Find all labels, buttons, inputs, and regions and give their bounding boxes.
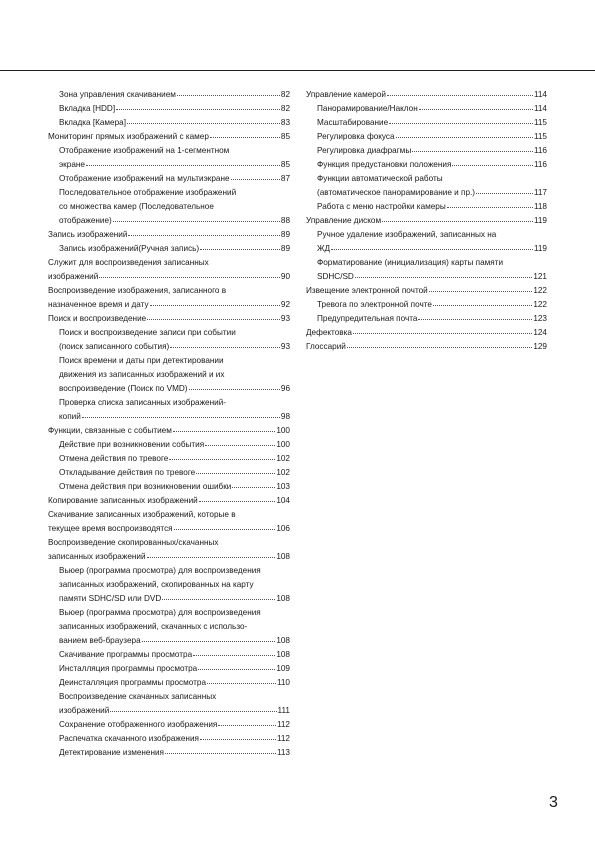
toc-entry[interactable] [48,494,290,508]
toc-page-number: 109 [276,664,290,673]
toc-page-number: 102 [276,454,290,463]
toc-entry-title-line: памяти SDHC/SD или DVD [59,594,162,603]
toc-entry[interactable] [306,102,547,116]
toc-dot-leader [387,95,533,96]
toc-entry[interactable] [48,102,290,116]
toc-page-number: 93 [280,342,290,351]
toc-entry-title-line: Служит для воспроизведения записанных [48,258,209,267]
toc-entry-title-line: ванием веб-браузера [59,636,141,645]
toc-dot-leader [331,249,533,250]
toc-entry-title-line: Деинсталляция программы просмотра [59,678,207,687]
toc-dot-leader [207,683,276,684]
toc-dot-leader [232,487,275,488]
toc-entry[interactable] [48,662,290,676]
toc-entry[interactable] [48,676,290,690]
toc-entry[interactable] [48,186,290,228]
toc-entry-title-line: назначенное время и дату [48,300,149,309]
toc-dot-leader [355,277,532,278]
toc-entry-title-line: ЖД [317,244,331,253]
toc-page-number: 96 [280,384,290,393]
toc-page-number: 129 [533,342,547,351]
toc-dot-leader [193,655,275,656]
toc-page-number: 121 [533,272,547,281]
toc-column-right [306,88,547,354]
toc-entry-title-line: Ручное удаление изображений, записанных на [317,230,497,239]
toc-entry[interactable] [48,480,290,494]
toc-entry[interactable] [48,508,290,536]
toc-page-number: 100 [276,440,290,449]
toc-entry[interactable] [48,396,290,424]
toc-entry[interactable] [306,340,547,354]
toc-dot-leader [447,207,533,208]
toc-dot-leader [82,417,280,418]
toc-page-number: 108 [276,594,290,603]
toc-entry-title-line: Форматирование (инициализация) карты памяти [317,258,504,267]
toc-entry[interactable] [306,214,547,228]
toc-dot-leader [127,123,280,124]
toc-page-number: 115 [533,132,547,141]
toc-dot-leader [200,739,276,740]
toc-page-number: 89 [280,244,290,253]
toc-entry-title-line: Отображение изображений на мультиэкране [59,174,230,183]
toc-page-number: 122 [533,286,547,295]
toc-dot-leader [165,753,276,754]
toc-entry-title-line: Поиск и воспроизведение записи при событии [59,328,236,337]
toc-page-number: 106 [276,524,290,533]
toc-entry-title-line: отображение) [59,216,112,225]
toc-dot-leader [200,249,280,250]
toc-entry-title-line: Вкладка [HDD] [59,104,116,113]
toc-dot-leader [199,501,276,502]
toc-dot-leader [173,431,275,432]
toc-page-number: 115 [533,118,547,127]
toc-page-number: 108 [276,636,290,645]
toc-page-number: 85 [280,160,290,169]
toc-entry-title-line: Сохранение отображенного изображения [59,720,218,729]
toc-page-number: 102 [276,468,290,477]
toc-page-number: 103 [276,482,290,491]
toc-entry[interactable] [48,718,290,732]
header-rule [0,70,595,71]
toc-dot-leader [433,305,532,306]
toc-entry-title-line: Регулировка диафрагмы [317,146,412,155]
toc-entry[interactable] [48,564,290,606]
toc-entry[interactable] [48,144,290,172]
toc-page-number: 114 [533,104,547,113]
toc-entry[interactable] [48,732,290,746]
toc-page-number: 110 [276,678,290,687]
toc-dot-leader [116,109,280,110]
toc-entry-title-line: Поиск и воспроизведение [48,314,147,323]
toc-dot-leader [113,221,280,222]
toc-page-number: 123 [533,314,547,323]
toc-page-number: 113 [276,748,290,757]
toc-entry-title-line: Вкладка [Камера] [59,118,126,127]
toc-entry-title-line: Глоссарий [306,342,346,351]
toc-page-number: 87 [280,174,290,183]
toc-dot-leader [231,179,280,180]
toc-entry-title-line: копий [59,412,81,421]
toc-page-number: 112 [276,720,290,729]
toc-entry-title-line: изображений [59,706,110,715]
toc-entry-title-line: движения из записанных изображений и их [59,370,225,379]
toc-dot-leader [147,319,280,320]
toc-entry[interactable] [48,228,290,242]
toc-dot-leader [382,221,533,222]
toc-entry[interactable] [48,242,290,256]
toc-page-number: 93 [280,314,290,323]
toc-entry-title-line: Управление диском [306,216,382,225]
toc-page-number: 83 [280,118,290,127]
toc-entry-title-line: SDHC/SD [317,272,354,281]
toc-entry[interactable] [48,284,290,312]
toc-entry-title-line: Скачивание программы просмотра [59,650,193,659]
toc-entry-title-line: Вьюер (программа просмотра) для воспроизведения [59,566,261,575]
toc-entry[interactable] [306,144,547,158]
toc-dot-leader [169,459,275,460]
toc-dot-leader [147,557,276,558]
toc-entry-title-line: Дефектовка [306,328,352,337]
toc-page-number: 88 [280,216,290,225]
toc-dot-leader [429,291,533,292]
toc-entry-title-line: записанных изображений, скачанных с использо- [59,622,248,631]
toc-dot-leader [189,389,280,390]
toc-entry-title-line: экране [59,160,85,169]
toc-dot-leader [389,123,533,124]
toc-dot-leader [205,445,275,446]
toc-entry-title-line: воспроизведение (Поиск по VMD) [59,384,188,393]
toc-dot-leader [170,347,280,348]
toc-entry-title-line: Воспроизведение скопированных/скачанных [48,538,219,547]
toc-dot-leader [128,235,279,236]
toc-entry-title-line: Отмена действия по тревоге [59,454,169,463]
toc-entry[interactable] [48,354,290,396]
toc-entry[interactable] [306,130,547,144]
toc-entry-title-line: Функции, связанные с событием [48,426,172,435]
toc-dot-leader [150,305,280,306]
toc-page-number: 82 [280,90,290,99]
toc-entry[interactable] [306,88,547,102]
toc-dot-leader [162,599,275,600]
toc-page-number: 116 [533,146,547,155]
toc-entry-title-line: Действие при возникновении события [59,440,205,449]
toc-entry[interactable] [48,312,290,326]
toc-entry-title-line: Зона управления скачиванием [59,90,176,99]
toc-entry[interactable] [306,200,547,214]
toc-column-left [48,88,290,760]
toc-page-number: 89 [280,230,290,239]
toc-entry-title-line: Предупредительная почта [317,314,418,323]
toc-entry-title-line: Поиск времени и даты при детектировании [59,356,224,365]
toc-entry-title-line: Панорамирование/Наклон [317,104,418,113]
toc-page-number: 92 [280,300,290,309]
toc-entry[interactable] [48,690,290,718]
toc-entry-title-line: со множества камер (Последовательное [59,202,214,211]
toc-dot-leader [110,711,276,712]
toc-entry[interactable] [48,88,290,102]
toc-entry[interactable] [48,746,290,760]
toc-entry[interactable] [48,606,290,648]
toc-page-number: 118 [533,202,547,211]
toc-page-number: 82 [280,104,290,113]
toc-entry-title-line: Отображение изображений на 1-сегментном [59,146,230,155]
toc-dot-leader [86,165,280,166]
toc-dot-leader [210,137,280,138]
toc-dot-leader [177,95,280,96]
toc-page-number: 112 [276,734,290,743]
toc-entry-title-line: (автоматическое панорамирование и пр.) [317,188,476,197]
toc-dot-leader [452,165,533,166]
toc-page-number: 119 [533,244,547,253]
toc-page-number: 122 [533,300,547,309]
toc-page-number: 116 [533,160,547,169]
toc-dot-leader [142,641,276,642]
toc-entry-title-line: Скачивание записанных изображений, которые в [48,510,236,519]
toc-entry-title-line: Управление камерой [306,90,386,99]
toc-entry[interactable] [48,326,290,354]
toc-entry[interactable] [306,298,547,312]
toc-entry[interactable] [48,172,290,186]
toc-dot-leader [196,473,275,474]
toc-entry[interactable] [306,284,547,298]
toc-entry-title-line: Воспроизведение скачанных записанных [59,692,217,701]
toc-page-number: 85 [280,132,290,141]
toc-entry-title-line: Детектирование изменения [59,748,164,757]
toc-dot-leader [353,333,532,334]
toc-dot-leader [418,319,532,320]
toc-entry-title-line: Функции автоматической работы [317,174,443,183]
toc-entry-title-line: Работа с меню настройки камеры [317,202,446,211]
toc-entry-title-line: записанных изображений [48,552,146,561]
toc-dot-leader [476,193,533,194]
toc-entry[interactable] [48,116,290,130]
toc-dot-leader [198,669,275,670]
toc-entry[interactable] [48,424,290,438]
toc-page-number: 124 [533,328,547,337]
toc-page-number: 108 [276,650,290,659]
toc-entry-title-line: Запись изображений [48,230,128,239]
toc-page-number: 117 [533,188,547,197]
toc-dot-leader [419,109,533,110]
toc-page-number: 90 [280,272,290,281]
toc-entry-title-line: Копирование записанных изображений [48,496,198,505]
page-number: 3 [549,794,558,811]
toc-entry-title-line: Функция предустановки положения [317,160,452,169]
toc-entry-title-line: Запись изображений(Ручная запись) [59,244,200,253]
toc-dot-leader [347,347,532,348]
toc-page-number: 119 [533,216,547,225]
toc-dot-leader [174,529,276,530]
toc-entry-title-line: Проверка списка записанных изображений- [59,398,227,407]
toc-dot-leader [396,137,533,138]
toc-entry[interactable] [48,648,290,662]
toc-entry[interactable] [306,256,547,284]
toc-entry[interactable] [48,130,290,144]
toc-entry[interactable] [48,466,290,480]
toc-entry-title-line: Распечатка скачанного изображения [59,734,199,743]
toc-entry-title-line: изображений [48,272,99,281]
toc-entry-title-line: Последовательное отображение изображений [59,188,237,197]
toc-entry-title-line: Тревога по электронной почте [317,300,432,309]
toc-entry-title-line: Отмена действия при возникновении ошибки [59,482,232,491]
toc-entry-title-line: (поиск записанного события) [59,342,170,351]
toc-page-number: 108 [276,552,290,561]
toc-entry[interactable] [306,228,547,256]
toc-entry[interactable] [306,172,547,200]
toc-dot-leader [218,725,276,726]
toc-entry[interactable] [306,312,547,326]
toc-entry-title-line: записанных изображений, скопированных на карту [59,580,254,589]
toc-page-number: 98 [280,412,290,421]
toc-entry-title-line: Регулировка фокуса [317,132,395,141]
toc-dot-leader [99,277,280,278]
toc-entry-title-line: Откладывание действия по тревоге [59,468,196,477]
toc-entry-title-line: Воспроизведение изображения, записанного в [48,286,227,295]
toc-page-number: 114 [533,90,547,99]
toc-entry[interactable] [48,452,290,466]
toc-page-number: 104 [276,496,290,505]
toc-entry-title-line: Извещение электронной почтой [306,286,428,295]
toc-entry-title-line: Масштабирование [317,118,389,127]
toc-dot-leader [412,151,533,152]
toc-entry[interactable] [48,438,290,452]
toc-entry[interactable] [48,256,290,284]
toc-entry-title-line: Вьюер (программа просмотра) для воспроизведения [59,608,261,617]
toc-entry-title-line: Инсталляция программы просмотра [59,664,198,673]
toc-entry[interactable] [306,158,547,172]
toc-entry[interactable] [48,536,290,564]
toc-entry-title-line: Мониторинг прямых изображений с камер [48,132,209,141]
toc-entry-title-line: текущее время воспроизводятся [48,524,173,533]
toc-page-number: 111 [277,706,290,715]
toc-page-number: 100 [276,426,290,435]
toc-entry[interactable] [306,116,547,130]
toc-entry[interactable] [306,326,547,340]
